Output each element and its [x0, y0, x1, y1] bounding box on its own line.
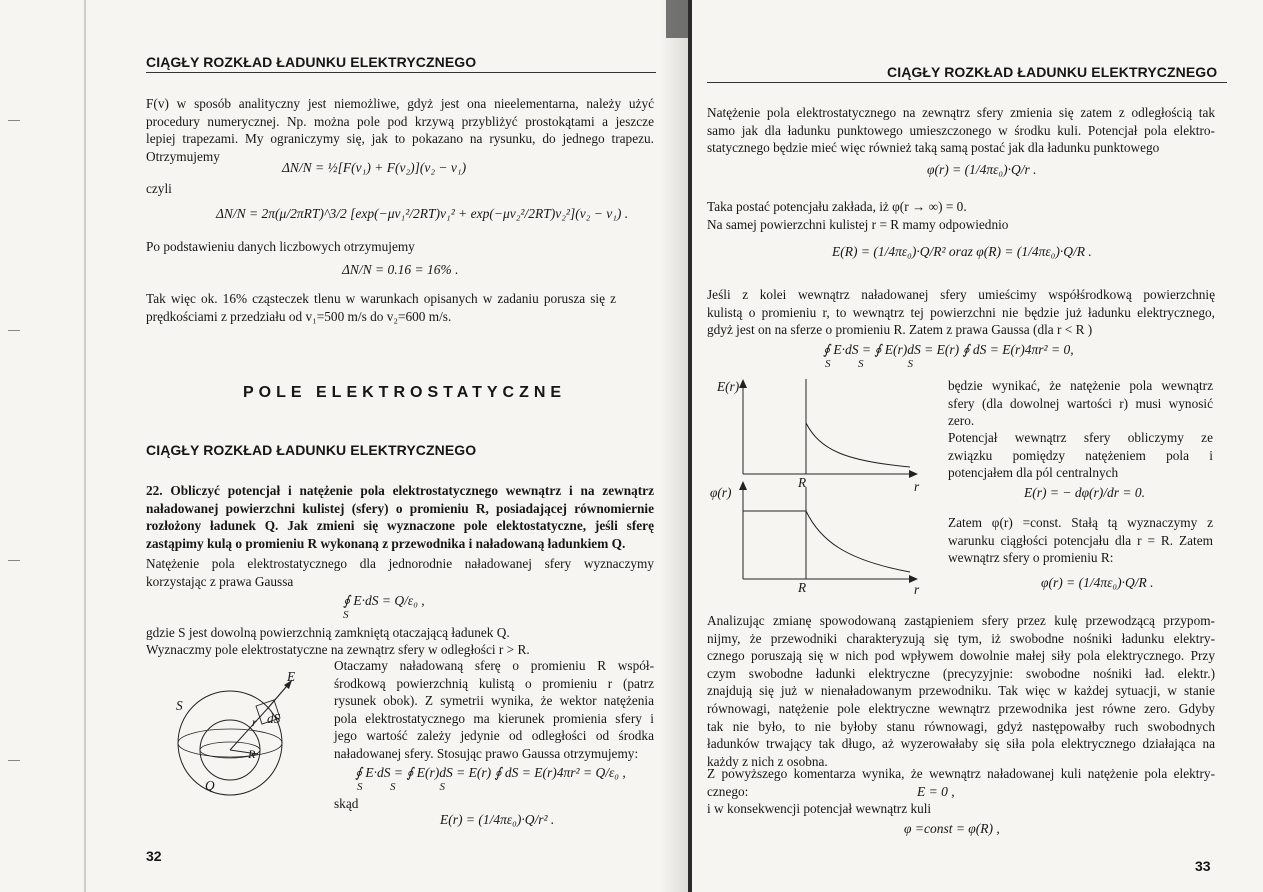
text-line: lepiej trapezami. My ograniczymy się, jak to pokazano na rysunku, do jednego trapezu.	[146, 131, 654, 147]
text-line: F(v) w sposób analityczny jest niemożliwe, gdyż jest ona nieelementarna, należy użyć	[146, 96, 654, 111]
text-line: każdy z nich z osobna.	[707, 753, 828, 769]
text-line: gdyż jest on na sferze o promieniu R. Zatem z prawa Gaussa (dla r < R )	[707, 322, 1093, 338]
equation-gauss-law: ∮ E·dS = Q/ε₀ ,	[343, 593, 425, 608]
text-line: tak nie było, to nie byłoby stanu równowagi, gdyż następowałby ruch swobodnych	[707, 718, 1215, 734]
text-line: korzystając z prawa Gaussa	[146, 573, 294, 589]
equation-subscript: S	[343, 609, 349, 621]
figure-label-Q: Q	[205, 778, 215, 793]
text-line: rozłożony ładunek Q. Jak zmieni się wyznaczone pole elektostatyczne, jeśli sferę	[146, 518, 654, 534]
equation-gauss-outside: ∮ E·dS = ∮ E(r)dS = E(r) ∮ dS = E(r)4πr² = Q/ε₀ ,	[355, 765, 626, 780]
text-line: Zatem φ(r) =const. Stałą tą wyznaczymy z	[948, 515, 1213, 530]
page-number: 32	[146, 848, 162, 864]
figure-label-R: R	[248, 747, 256, 761]
gauss-sphere-equator	[178, 729, 282, 757]
paragraph-gauss-intro	[146, 555, 654, 590]
arrow-head	[739, 379, 747, 388]
text-skad: skąd	[334, 796, 359, 811]
equation-result: ΔN/N = 0.16 = 16% .	[342, 262, 459, 277]
text-line: pola elektrostatycznego ma kierunek promienia sfery i	[334, 710, 654, 726]
text-line: statycznego będzie mieć więc również taką samą postać jak dla ładunku punktowego	[707, 140, 1160, 156]
paragraph-surface: Na samej powierzchni kulistej r = R mamy odpowiednio	[707, 217, 1009, 232]
figure-label-E: E	[287, 669, 296, 684]
text-line: Analizując zmianę spowodowaną zastąpieniem sfery przez kulę przewodzącą przypom-	[707, 613, 1215, 628]
equation-field-outside: E(r) = (1/4πε₀)·Q/r² .	[440, 812, 555, 827]
text-line: jego wartość zależy jedynie od odległości od środka	[334, 728, 654, 744]
right-page	[690, 0, 1263, 892]
paragraph-comment	[707, 765, 1215, 800]
section-title: CIĄGŁY ROZKŁAD ŁADUNKU ELEKTRYCZNEGO	[146, 442, 477, 458]
paragraph-intro	[146, 95, 654, 165]
field-potential-graph	[710, 375, 925, 590]
running-header: CIĄGŁY ROZKŁAD ŁADUNKU ELEKTRYCZNEGO	[887, 64, 1218, 80]
figure-label-r: r	[252, 715, 257, 729]
equation-constant-potential: φ =const = φ(R) ,	[904, 821, 1000, 836]
figure-label-dS: dS	[267, 711, 281, 726]
header-rule	[707, 82, 1227, 83]
text-line: naładowanej powierzchni kulistej (sfery) o promieniu R, posiadającej równomiernie	[146, 500, 654, 516]
phi-potential-curve	[806, 511, 910, 572]
paragraph-continuity	[948, 514, 1213, 567]
graph-label-R: R	[798, 475, 807, 490]
paragraph-conclusion	[146, 290, 616, 325]
text-line: cznego:	[707, 783, 749, 799]
paragraph-outside-field	[707, 104, 1215, 157]
graph-label-phi: φ(r)	[710, 485, 732, 500]
paragraph-symmetry	[334, 657, 654, 763]
paragraph-conductor	[707, 612, 1215, 770]
e-field-curve	[806, 423, 910, 467]
text-line: czym swobodne ładunki elektryczne (precyzyjnie: swobodne nośniki ład. elektr.)	[707, 665, 1215, 681]
equation-potential-outside: φ(r) = (1/4πε₀)·Q/r .	[927, 162, 1037, 177]
problem-statement	[146, 482, 654, 552]
figure-label-S: S	[176, 698, 183, 713]
paragraph-surface: gdzie S jest dowolną powierzchnią zamkniętą otaczającą ładunek Q.	[146, 625, 510, 640]
graph-label-E: E(r)	[717, 379, 740, 394]
text-line: potencjałem dla pól centralnych	[948, 465, 1119, 481]
equation-subscript: S S S	[825, 358, 913, 370]
text-line: będzie wynikać, że natężenie pola wewnątrz	[948, 378, 1213, 393]
text-line: Otrzymujemy	[146, 148, 220, 164]
sphere-diagram	[168, 670, 318, 800]
paragraph-outside: Wyznaczmy pole elektrostatyczne na zewnątrz sfery w odległości r > R.	[146, 642, 530, 657]
equation-gauss-inside: ∮ E·dS = ∮ E(r)dS = E(r) ∮ dS = E(r)4πr² = 0,	[823, 342, 1074, 357]
text-line: Natężenie pola elektrostatycznego na zewnątrz sfery zmienia się zatem z odległością tak	[707, 105, 1215, 120]
paragraph-substitute: Po podstawieniu danych liczbowych otrzymujemy	[146, 239, 415, 254]
graph-label-r: r	[914, 479, 920, 494]
text-line: znajdują się już w nienaładowanym przewodniku. Tak więc w każdej sytuacji, w stanie	[707, 683, 1215, 699]
paragraph-potential-inside	[948, 429, 1213, 482]
text-line: wewnątrz sfery o promieniu R:	[948, 550, 1114, 566]
equation-zero-field: E = 0 ,	[917, 784, 955, 799]
equation-trapezoid: ΔN/N = ½[F(v₁) + F(v₂)](v₂ − v₁)	[282, 160, 467, 175]
chapter-title: POLE ELEKTROSTATYCZNE	[243, 384, 567, 401]
text-line: Potencjał wewnątrz sfery obliczymy ze	[948, 430, 1213, 445]
text-line: warunku ciągłości potencjału dla r = R. Zatem	[948, 532, 1213, 548]
text-line: Otaczamy naładowaną sferę o promieniu R współ-	[334, 658, 654, 673]
page-number: 33	[1195, 858, 1211, 874]
text-line: cznego poruszają się w nich pod wpływem dowolnie małej siły pola elektrycznego. Przy	[707, 648, 1215, 664]
equation-maxwell: ΔN/N = 2π(μ/2πRT)^3/2 [exp(−μv₁²/2RT)v₁² + exp(−μv₂²/2RT)v₂²](v₂ − v₁) .	[216, 206, 629, 221]
equation-gradient: E(r) = − dφ(r)/dr = 0.	[1024, 485, 1146, 500]
paragraph-inside	[707, 286, 1215, 339]
equation-surface-values: E(R) = (1/4πε₀)·Q/R² oraz φ(R) = (1/4πε₀)·Q/R .	[832, 244, 1092, 259]
text-line: nijmy, że przewodniki charakteryzują się tym, iż swobodne nośniki ładunku elektry-	[707, 630, 1215, 646]
graph-label-R: R	[798, 580, 807, 595]
equation-potential-inside: φ(r) = (1/4πε₀)·Q/R .	[1041, 575, 1154, 590]
equation-subscript: S S S	[357, 781, 445, 793]
text-line: Natężenie pola elektrostatycznego dla jednorodnie naładowanej sfery wyznaczymy	[146, 556, 654, 571]
text-line: związku pomiędzy natężeniem pola i	[948, 447, 1213, 463]
paragraph-infinity: Taka postać potencjału zakłada, iż φ(r → ∞) = 0.	[707, 199, 967, 214]
running-header: CIĄGŁY ROZKŁAD ŁADUNKU ELEKTRYCZNEGO	[146, 54, 477, 70]
text-line: sfery (dla dowolnej wartości r) musi wynosić	[948, 395, 1213, 411]
text-line: Tak więc ok. 16% cząsteczek tlenu w warunkach opisanych w zadaniu porusza się z	[146, 291, 616, 306]
text-line: 22. Obliczyć potencjał i natężenie pola elektrostatycznego wewnątrz i na zewnątrz	[146, 483, 654, 498]
text-line: ładunków trwający tak długo, aż wyzerowałaby się siła pola elektrycznego działająca na	[707, 736, 1215, 752]
text-line: zero.	[948, 413, 975, 429]
graph-label-r: r	[914, 582, 920, 597]
text-line: procedury numerycznej. Np. można pole pod krzywą przybliżyć prostokątami a jeszcze	[146, 113, 654, 129]
text-line: Jeśli z kolei wewnątrz naładowanej sfery umieścimy współśrodkową powierzchnię	[707, 287, 1215, 302]
gauss-sphere-outline	[178, 691, 282, 795]
text-line: Z powyższego komentarza wynika, że wewnątrz naładowanej kuli natężenie pola elektry-	[707, 766, 1215, 781]
paragraph-zero-field	[948, 377, 1213, 430]
arrow-head	[739, 481, 747, 490]
text-line: samo jak dla ładunku punktowego umieszczonego w środku kuli. Potencjał pola elektro-	[707, 122, 1215, 138]
text-line: naładowanej sfery. Stosując prawo Gaussa otrzymujemy:	[334, 745, 639, 761]
text-czyli: czyli	[146, 181, 172, 196]
paragraph-consequence: i w konsekwencji potencjał wewnątrz kuli	[707, 801, 932, 816]
text-line: równowagi, natężenie pole elektryczne wewnątrz przewodnika jest równe zero. Gdyby	[707, 700, 1215, 716]
text-line: rysunek obok). Z symetrii wynika, że wektor natężenia	[334, 693, 654, 709]
text-line: środkową powierzchnią kulistą o promieniu r (patrz	[334, 675, 654, 691]
text-line: kulistą o promieniu r, to wewnątrz tej powierzchni nie będzie już ładunku elektrycznego,	[707, 304, 1215, 320]
arrow-head	[909, 470, 918, 478]
text-line: prędkościami z przedziału od v₁=500 m/s do v₂=600 m/s.	[146, 308, 452, 324]
header-rule	[146, 72, 656, 73]
text-line: zastąpimy kulą o promieniu R wykonaną z przewodnika i naładowaną ładunkiem Q.	[146, 535, 626, 551]
